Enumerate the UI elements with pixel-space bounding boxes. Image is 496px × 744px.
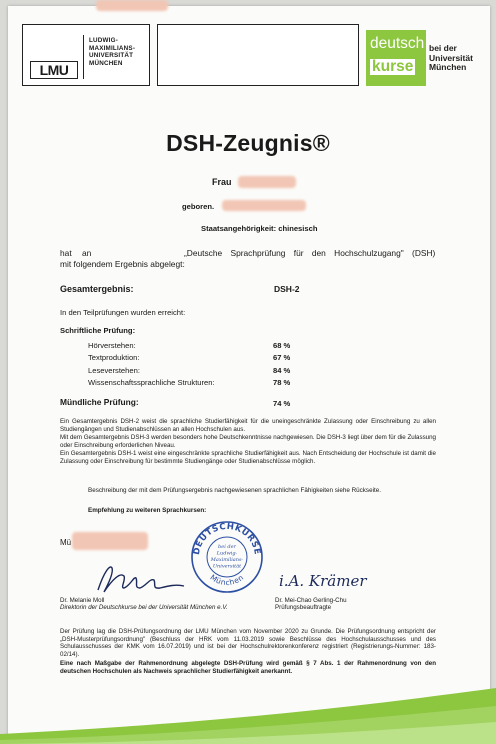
- intro-lead: hat: [60, 248, 72, 258]
- lmu-name-line: MÜNCHEN: [89, 59, 123, 67]
- dk-side-line: Universität: [429, 52, 473, 63]
- lmu-name-line: MAXIMILIANS-: [89, 44, 136, 52]
- seal-center-line: Ludwig-: [216, 550, 238, 557]
- header-empty-box: [157, 24, 359, 86]
- intro-an: an: [82, 248, 92, 258]
- dk-side-line: bei der: [429, 43, 457, 53]
- dk-side-line: München: [429, 62, 467, 72]
- recommendation: Empfehlung zu weiteren Sprachkursen:: [88, 507, 207, 514]
- oral-value: 74 %: [273, 399, 291, 408]
- intro-line2: mit folgendem Ergebnis abgelegt:: [60, 259, 185, 269]
- redacted-date: [96, 0, 168, 11]
- redacted-birth: [222, 200, 306, 211]
- result-label: Hörverstehen:: [88, 341, 136, 350]
- level-text: Ein Gesamtergebnis DSH-1 weist eine eingeschränkte sprachliche Studierfähigkeit aus. Nach Entscheidung der Hochschule ist damit die Zulassung oder Einschreibung für bestimmte Studiengänge oder Studienabschlüsse möglich.: [60, 450, 436, 465]
- result-value: 67 %: [273, 353, 291, 362]
- seal-ring-bottom: München: [208, 572, 246, 588]
- green-swoosh-decoration: [0, 688, 496, 744]
- signer-right-name: Dr. Mei-Chao Gerling-Chu: [275, 597, 347, 604]
- redacted-place-date: [72, 532, 148, 550]
- salutation: Frau: [212, 177, 232, 187]
- signature-right-text: i.A. Krämer: [279, 572, 367, 590]
- born-label: geboren.: [182, 202, 215, 211]
- result-value: 78 %: [273, 378, 291, 387]
- svg-text:München: [209, 573, 246, 587]
- level-text: Mit dem Gesamtergebnis DSH-3 werden besonders hohe Deutschkenntnisse nachgewiesen. Die DSH-3 liegt über dem für die Zulassung oder Einschreibung erforderlichen Niveau.: [60, 434, 436, 449]
- born-label-text: geboren: [182, 202, 212, 211]
- lmu-name-line: UNIVERSITÄT: [89, 52, 134, 60]
- lmu-name-line: LUDWIG-: [89, 37, 119, 44]
- level-text: Ein Gesamtergebnis DSH-2 weist die sprachliche Studierfähigkeit für die uneingeschränkte Zulassung oder Einschreibung zu allen Studiengängen und Studienabschlüssen an allen Hochschulen aus.: [60, 418, 436, 433]
- signer-right-role: Prüfungsbeauftragte: [275, 604, 332, 611]
- description-note: Beschreibung der mit dem Prüfungsergebnis nachgewiesenen sprachlichen Fähigkeiten siehe Rückseite.: [88, 487, 381, 494]
- dk-logo-deutsch: deutsch: [370, 35, 425, 52]
- lmu-logo: LMU: [30, 61, 78, 79]
- overall-value: DSH-2: [274, 284, 300, 294]
- footer-regulation: Der Prüfung lag die DSH-Prüfungsordnung der LMU München vom November 2020 zu Grunde. Die Prüfungsordnung entspricht der „DSH-Musterprüfungsordnung" (Beschluss der HRK vom 11.03.2019 sowie Beschlüsse des Hochschulausschusses und des Schulausschusses der KMK vom 16.07.2019) und ist bei der Hochschulrektorenkonferenz registriert (Registrierungs-Nummer: 183-02/14).: [60, 628, 436, 658]
- signature-right: [275, 562, 405, 598]
- sub-intro: In den Teilprüfungen wurden erreicht:: [60, 308, 186, 317]
- oral-label: Mündliche Prüfung:: [60, 397, 139, 407]
- result-label: Textproduktion:: [88, 353, 140, 362]
- seal-center-line: bei der: [218, 544, 236, 550]
- signer-left-name: Dr. Melanie Moll: [60, 597, 105, 604]
- written-heading: Schriftliche Prüfung:: [60, 326, 136, 335]
- result-label: Leseverstehen:: [88, 366, 140, 375]
- redacted-name: [238, 176, 296, 188]
- exam-name: „Deutsche Sprachprüfung für den Hochschulzugang" (DSH): [184, 248, 436, 258]
- nationality: Staatsangehörigkeit: chinesisch: [201, 224, 318, 233]
- result-value: 84 %: [273, 366, 291, 375]
- lmu-divider: [83, 35, 84, 79]
- overall-label: Gesamtergebnis:: [60, 284, 134, 294]
- place-prefix: Mü: [60, 538, 72, 547]
- lmu-header-box: [22, 24, 150, 86]
- deutschkurse-seal: [190, 520, 264, 594]
- deutschkurse-logo: [366, 30, 426, 86]
- seal-center-line: Maximilians-: [210, 557, 244, 563]
- certificate-title: DSH-Zeugnis®: [166, 130, 330, 156]
- result-value: 68 %: [273, 341, 291, 350]
- footer-recognition: Eine nach Maßgabe der Rahmenordnung abgelegte DSH-Prüfung wird gemäß § 7 Abs. 1 der Rahmenordnung von den deutschen Hochschulen als Nachweis sprachlicher Studierfähigkeit anerkannt.: [60, 660, 436, 675]
- seal-ring-top: DEUTSCHKURSE: [191, 521, 263, 556]
- signature-left: [90, 562, 190, 598]
- result-label: Wissenschaftssprachliche Strukturen:: [88, 378, 215, 387]
- signer-left-role: Direktorin der Deutschkurse bei der Universität München e.V.: [60, 604, 228, 611]
- dk-logo-kurse: kurse: [372, 58, 414, 75]
- seal-center-line: Universität: [212, 563, 242, 570]
- deutschkurse-institution: [429, 44, 473, 73]
- lmu-university-name: [89, 37, 135, 67]
